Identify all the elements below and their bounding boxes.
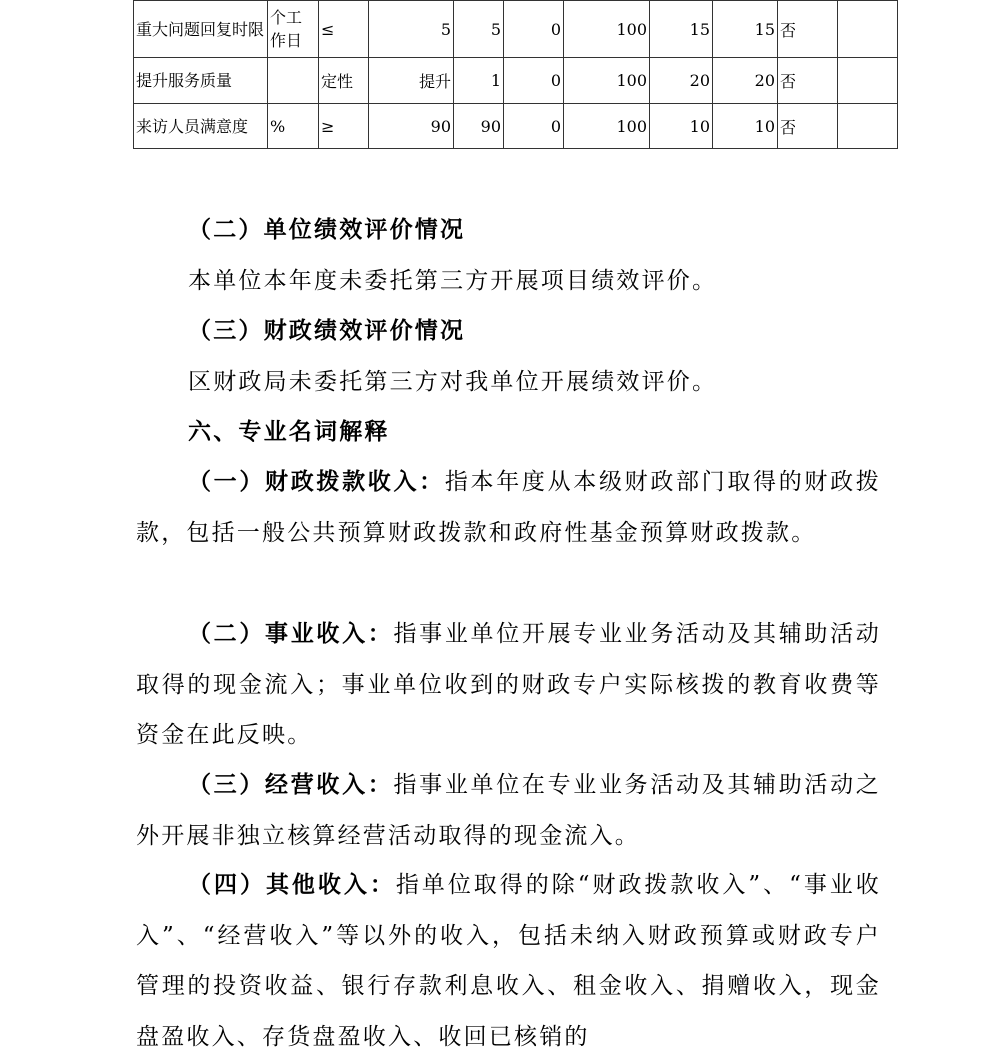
glossary-heading: 六、专业名词解释 bbox=[188, 418, 390, 445]
indicator-value: 90 bbox=[454, 104, 504, 149]
indicator-flag: 否 bbox=[778, 104, 838, 149]
indicator-unit: % bbox=[268, 104, 319, 149]
indicator-unit: 个工作日 bbox=[268, 1, 319, 58]
table-row bbox=[134, 58, 898, 104]
glossary-text: 指本年度从本级财政部门取得的财政拨款，包括一般公共预算财政拨款和政府性基金预算财政拨款。 bbox=[136, 469, 881, 546]
unit-eval-text: 本单位本年度未委托第三方开展项目绩效评价。 bbox=[188, 268, 718, 294]
indicator-value: 20 bbox=[650, 58, 713, 104]
indicator-operator: ≤ bbox=[319, 1, 369, 58]
indicator-value: 5 bbox=[369, 1, 454, 58]
indicator-value: 0 bbox=[504, 104, 564, 149]
indicator-name: 提升服务质量 bbox=[134, 58, 268, 104]
glossary-item bbox=[136, 609, 881, 761]
indicator-unit bbox=[268, 58, 319, 104]
glossary-text: 指事业单位开展专业业务活动及其辅助活动取得的现金流入；事业单位收到的财政专户实际核拨的教育收费等资金在此反映。 bbox=[136, 621, 881, 748]
indicator-value: 0 bbox=[504, 58, 564, 104]
indicator-value: 1 bbox=[454, 58, 504, 104]
glossary-text: 指单位取得的除“财政拨款收入”、“事业收入”、“经营收入”等以外的收入，包括未纳入财政预算或财政专户管理的投资收益、银行存款利息收入、租金收入、捐赠收入，现金盘盈收入、存货盘盈收入、收回已核销的 bbox=[136, 872, 881, 1050]
glossary-item bbox=[136, 457, 881, 558]
indicator-value: 90 bbox=[369, 104, 454, 149]
indicator-extra bbox=[838, 58, 898, 104]
indicator-extra bbox=[838, 104, 898, 149]
indicator-name: 来访人员满意度 bbox=[134, 104, 268, 149]
indicator-value: 100 bbox=[564, 58, 650, 104]
indicator-value: 15 bbox=[713, 1, 778, 58]
table-row bbox=[134, 104, 898, 149]
table-row bbox=[134, 1, 898, 58]
performance-indicator-table bbox=[133, 0, 898, 149]
glossary-term: （三）经营收入： bbox=[188, 771, 394, 798]
glossary-term: （四）其他收入： bbox=[188, 871, 396, 898]
glossary-term: （二）事业收入： bbox=[188, 620, 394, 647]
indicator-value: 5 bbox=[454, 1, 504, 58]
indicator-value: 10 bbox=[713, 104, 778, 149]
indicator-value: 10 bbox=[650, 104, 713, 149]
indicator-extra bbox=[838, 1, 898, 58]
indicator-flag: 否 bbox=[778, 1, 838, 58]
indicator-operator: 定性 bbox=[319, 58, 369, 104]
indicator-value: 15 bbox=[650, 1, 713, 58]
indicator-operator: ≥ bbox=[319, 104, 369, 149]
indicator-value: 0 bbox=[504, 1, 564, 58]
fiscal-eval-text: 区财政局未委托第三方对我单位开展绩效评价。 bbox=[188, 369, 718, 395]
indicator-flag: 否 bbox=[778, 58, 838, 104]
glossary-term: （一）财政拨款收入： bbox=[188, 468, 445, 495]
glossary-item bbox=[136, 760, 881, 861]
glossary-text: 指事业单位在专业业务活动及其辅助活动之外开展非独立核算经营活动取得的现金流入。 bbox=[136, 772, 881, 849]
indicator-name: 重大问题回复时限 bbox=[134, 1, 268, 58]
indicator-value: 100 bbox=[564, 1, 650, 58]
indicator-value: 20 bbox=[713, 58, 778, 104]
unit-eval-heading: （二）单位绩效评价情况 bbox=[188, 216, 466, 243]
fiscal-eval-heading: （三）财政绩效评价情况 bbox=[188, 317, 466, 344]
glossary-item bbox=[136, 860, 881, 1062]
indicator-value: 100 bbox=[564, 104, 650, 149]
indicator-value: 提升 bbox=[369, 58, 454, 104]
